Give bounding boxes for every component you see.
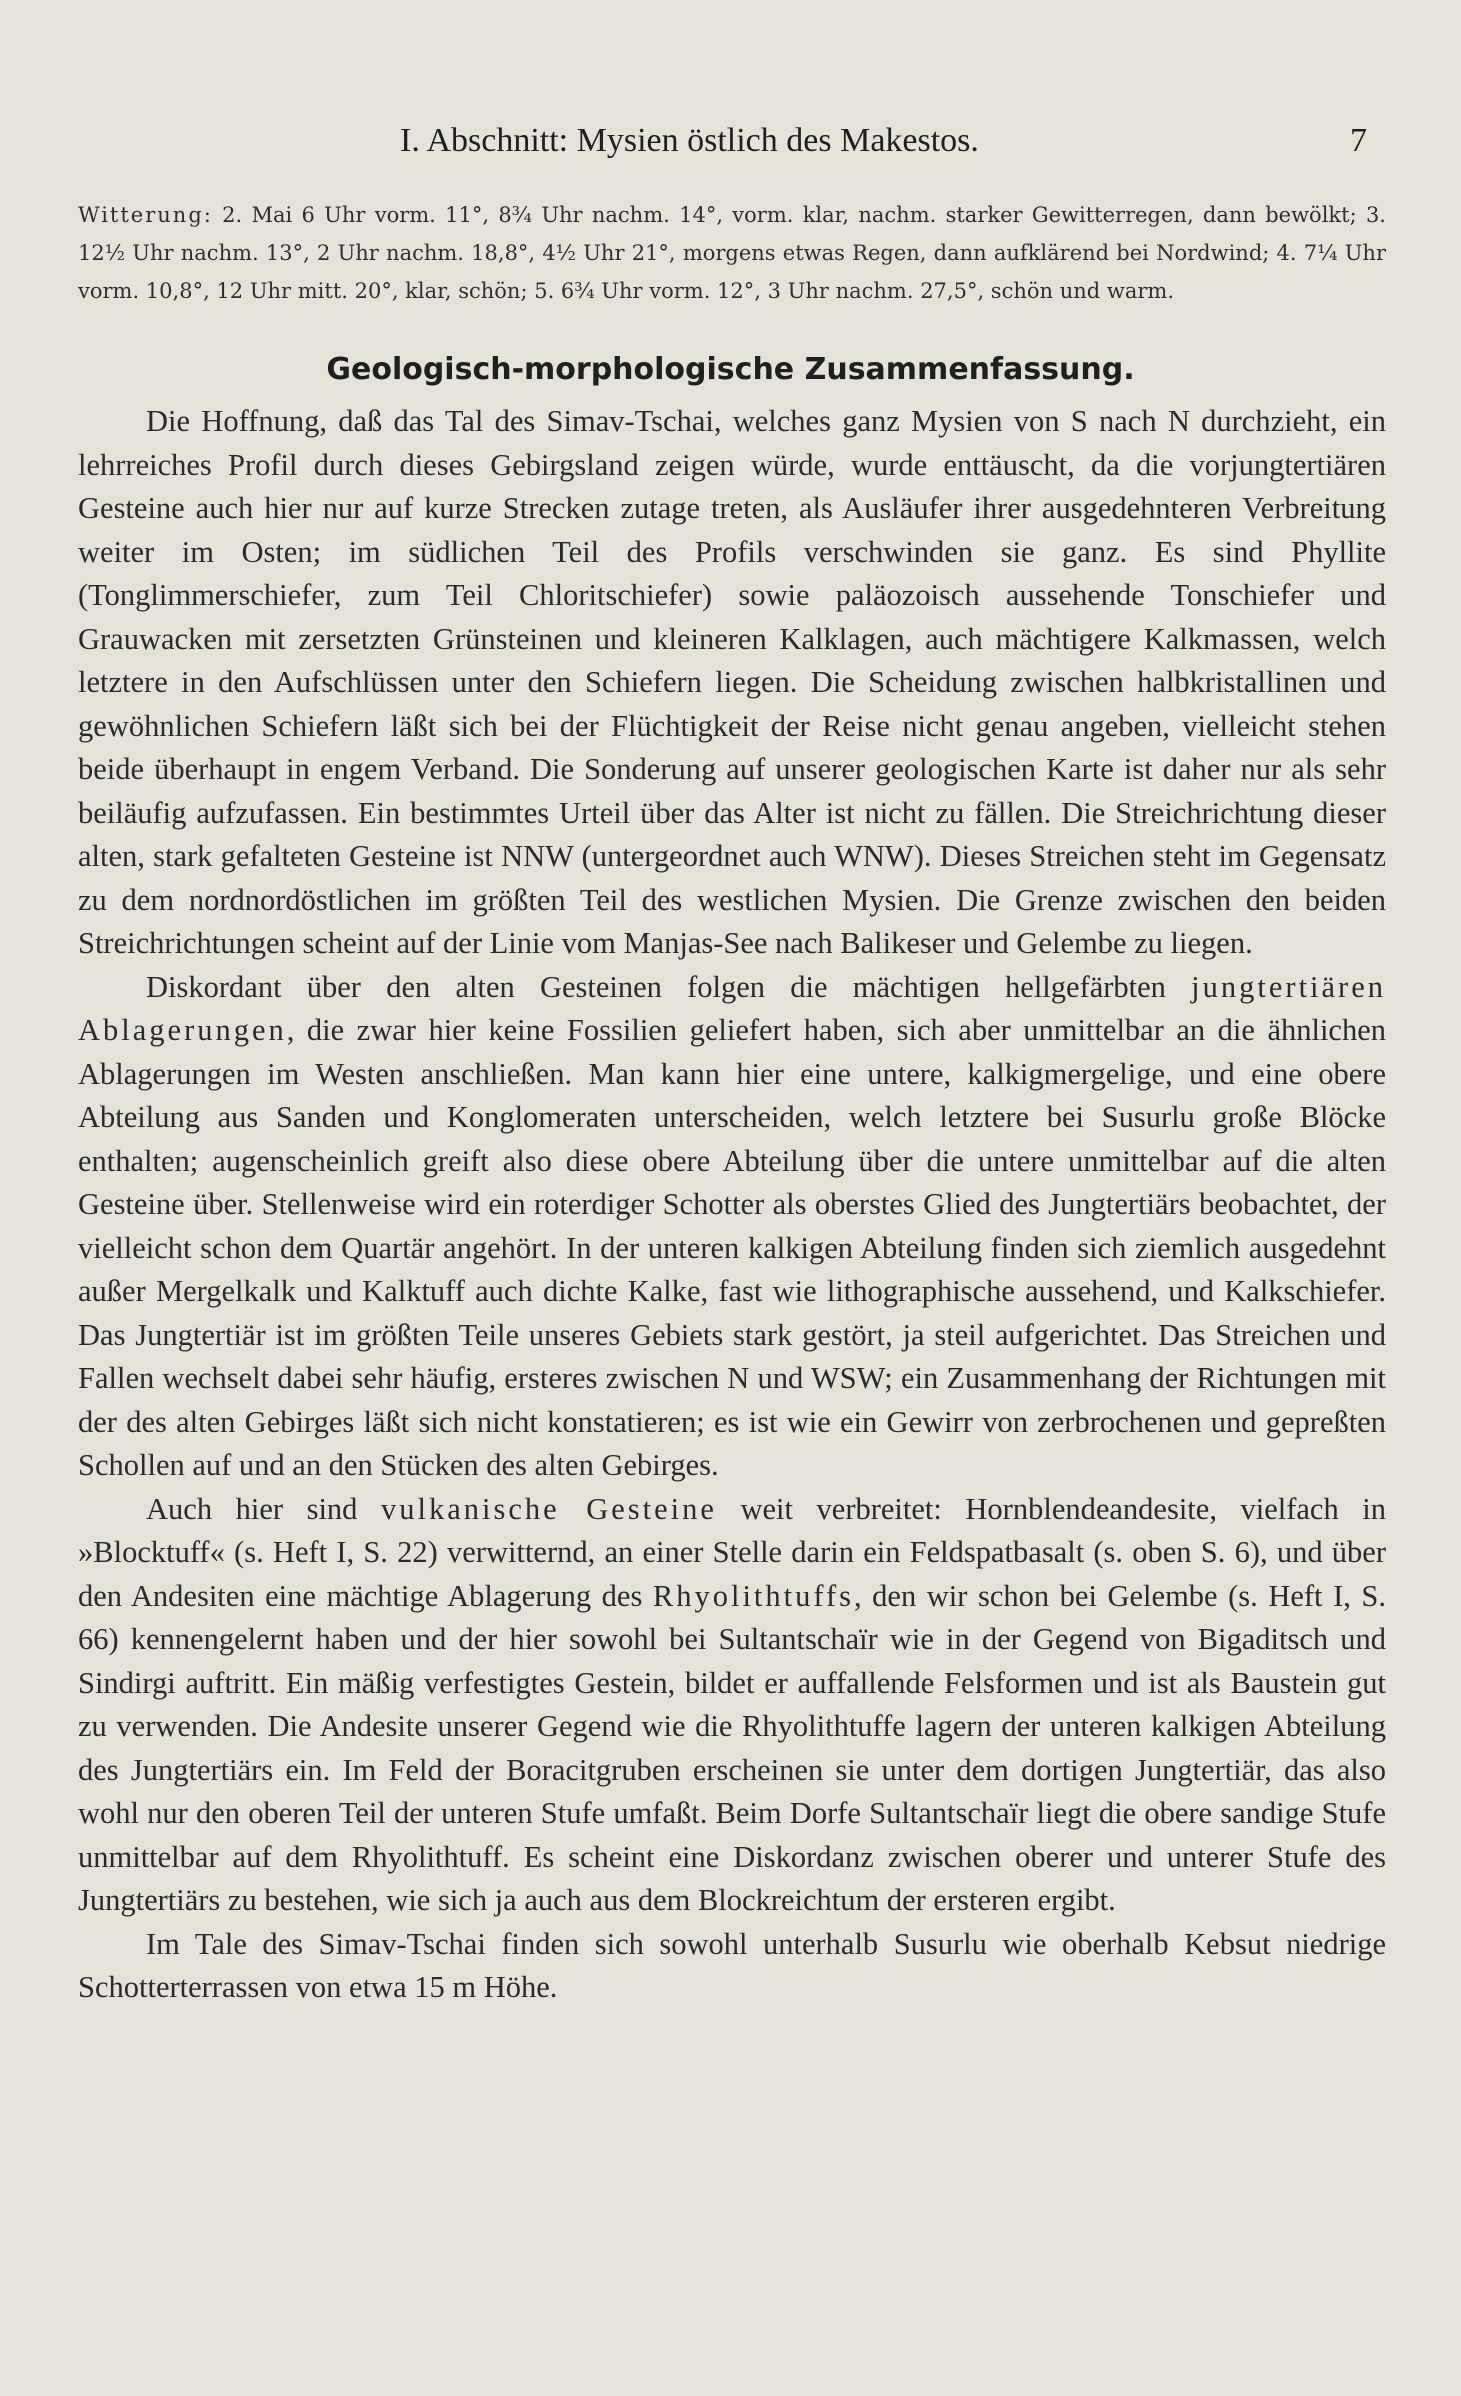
weather-note xyxy=(78,196,1386,310)
paragraph-1: Die Hoffnung, daß das Tal des Simav-Tschai, welches ganz Mysien von S nach N durchzieht, ein lehrreiches Profil durch dieses Gebirgsland zeigen würde, wurde enttäuscht, da die vorjungtertiären Gesteine auch hier nur auf kurze Strecken zutage treten, als Ausläufer ihrer ausgedehnteren Verbreitung weiter im Osten; im südlichen Teil des Profils verschwinden sie ganz. Es sind Phyllite (Tonglimmerschiefer, zum Teil Chloritschiefer) sowie paläozoisch aussehende Tonschiefer und Grauwacken mit zersetzten Grünsteinen und kleineren Kalklagen, auch mächtigere Kalkmassen, welch letztere in den Aufschlüssen unter den Schiefern liegen. Die Scheidung zwischen halbkristallinen und gewöhnlichen Schiefern läßt sich bei der Flüchtigkeit der Reise nicht genau angeben, vielleicht stehen beide überhaupt in engem Verband. Die Sonderung auf unserer geologischen Karte ist daher nur als sehr beiläufig aufzufassen. Ein bestimmtes Urteil über das Alter ist nicht zu fällen. Die Streichrichtung dieser alten, stark gefalteten Gesteine ist NNW (untergeordnet auch WNW). Dieses Streichen steht im Gegensatz zu dem nordnordöstlichen im größten Teil des westlichen Mysien. Die Grenze zwischen den beiden Streichrichtungen scheint auf der Linie vom Manjas-See nach Balikeser und Gelembe zu liegen. xyxy=(78,404,1386,960)
paragraph-2-part: , die zwar hier keine Fossilien geliefert haben, sich aber unmittelbar an die ähnlichen Ablagerungen im Westen anschließen. Man kann hier eine untere, kalkigmergelige, und eine obere Abteilung aus Sanden und Konglomeraten unterscheiden, welch letztere bei Susurlu große Blöcke enthalten; augenscheinlich greift also diese obere Abteilung über die untere unmittelbar auf die alten Gesteine über. Stellenweise wird ein roterdiger Schotter als oberstes Glied des Jungtertiärs beobachtet, der vielleicht schon dem Quartär angehört. In der unteren kalkigen Abteilung finden sich ziemlich ausgedehnt außer Mergelkalk und Kalktuff auch dichte Kalke, fast wie lithographische aussehend, und Kalkschiefer. Das Jungtertiär ist im größten Teile unseres Gebiets stark gestört, ja steil aufgerichtet. Das Streichen und Fallen wechselt dabei sehr häufig, ersteres zwischen N und WSW; ein Zusammenhang der Richtungen mit der des alten Gebirges läßt sich nicht konstatieren; es ist wie ein Gewirr von zerbrochenen und gepreßten Schollen auf und an den Stücken des alten Gebirges. xyxy=(78,1013,1386,1482)
emphasis-rhyolithtuffs: Rhyolithtuffs xyxy=(652,1578,854,1613)
emphasis-vulkanische: vulkanische Gesteine xyxy=(380,1491,717,1526)
paragraph-4: Im Tale des Simav-Tschai finden sich sowohl unterhalb Susurlu wie oberhalb Kebsut niedrige Schotterterrassen von etwa 15 m Höhe. xyxy=(78,1926,1386,2004)
paragraph-3-part: Auch hier sind xyxy=(146,1491,381,1526)
body-text xyxy=(78,400,1386,2010)
running-title: I. Abschnitt: Mysien östlich des Makestos. xyxy=(400,122,979,159)
weather-label: Witterung: xyxy=(78,203,213,227)
emphasis-jungtertiaer: jungtertiären Ablagerungen xyxy=(78,969,1386,1047)
paragraph-3 xyxy=(78,1488,1386,1923)
paragraph-3-part: weit verbreitet: Hornblendeandesite, vielfach in »Blocktuff« (s. Heft I, S. 22) verwitternd, an einer Stelle darin ein Feldspatbasalt (s. oben S. 6), und über den Andesiten eine mächtige Ablagerung des xyxy=(78,1491,1386,1613)
running-header xyxy=(0,122,1461,172)
section-heading: Geologisch-morphologische Zusammenfassung. xyxy=(326,352,1135,387)
page-number: 7 xyxy=(1350,122,1367,159)
paragraph-3-part: , den wir schon bei Gelembe (s. Heft I, S. 66) kennengelernt haben und der hier sowohl bei Sultantschaïr wie in der Gegend von Bigaditsch und Sindirgi auftritt. Ein mäßig verfestigtes Gestein, bildet er auffallende Felsformen und ist als Baustein gut zu verwenden. Die Andesite unserer Gegend wie die Rhyolithtuffe lagern der unteren kalkigen Abteilung des Jungtertiärs ein. Im Feld der Boracitgruben erscheinen sie unter dem dortigen Jungtertiär, das also wohl nur den oberen Teil der unteren Stufe umfaßt. Beim Dorfe Sultantschaïr liegt die obere sandige Stufe unmittelbar auf dem Rhyolithtuff. Es scheint eine Diskordanz zwischen oberer und unterer Stufe des Jungtertiärs zu bestehen, wie sich ja auch aus dem Blockreichtum der ersteren ergibt. xyxy=(78,1578,1386,1917)
weather-text: 2. Mai 6 Uhr vorm. 11°, 8¾ Uhr nachm. 14°, vorm. klar, nachm. starker Gewitterregen, dann bewölkt; 3. 12½ Uhr nachm. 13°, 2 Uhr nachm. 18,8°, 4½ Uhr 21°, morgens etwas Regen, dann aufklärend bei Nordwind; 4. 7¼ Uhr vorm. 10,8°, 12 Uhr mitt. 20°, klar, schön; 5. 6¾ Uhr vorm. 12°, 3 Uhr nachm. 27,5°, schön und warm. xyxy=(78,203,1386,303)
paragraph-2 xyxy=(78,966,1386,1488)
paragraph-2-part: Diskordant über den alten Gesteinen folgen die mächtigen hellgefärbten xyxy=(146,969,1192,1004)
